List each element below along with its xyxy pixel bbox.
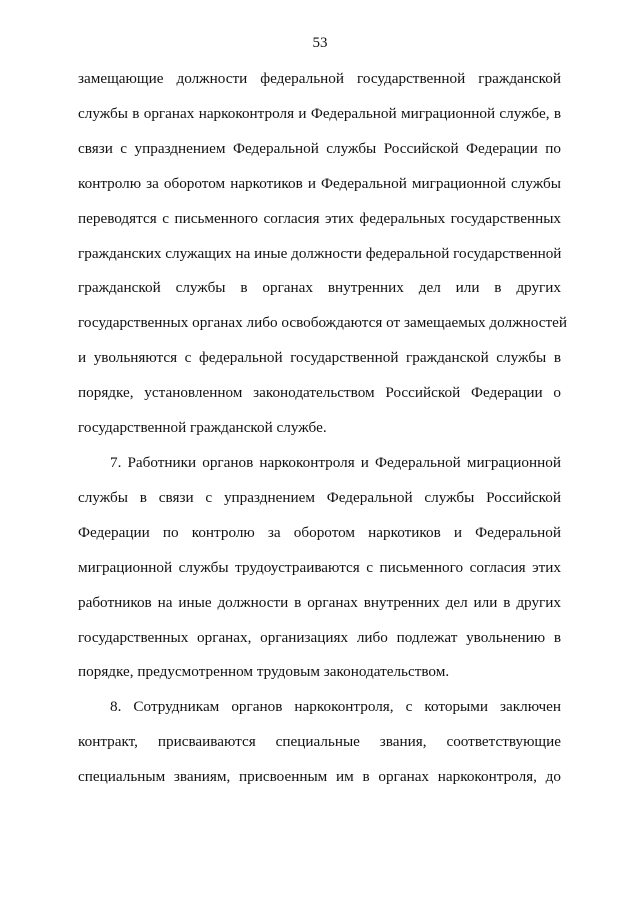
text-line: Федерации по контролю за оборотом наркотиков и Федеральной (78, 523, 561, 541)
text-line: миграционной службы трудоустраиваются с письменного согласия этих (78, 558, 561, 576)
paragraph-item-8 (78, 690, 561, 795)
text-line: службы в органах наркоконтроля и Федеральной миграционной службе, в (78, 104, 561, 122)
text-line: контролю за оборотом наркотиков и Федеральной миграционной службы (78, 174, 561, 192)
text-line: службы в связи с упразднением Федеральной службы Российской (78, 488, 561, 506)
document-body (78, 62, 567, 795)
text-line: 8. Сотрудникам органов наркоконтроля, с которыми заключен (110, 698, 561, 716)
text-line: гражданских служащих на иные должности федеральной государственной (78, 244, 562, 262)
text-line: и увольняются с федеральной государственной гражданской службы в (78, 349, 561, 367)
text-line: порядке, предусмотренном трудовым законодательством. (78, 663, 450, 681)
text-line: порядке, установленном законодательством Российской Федерации о (78, 384, 561, 402)
text-line: замещающие должности федеральной государственной гражданской (78, 70, 561, 87)
paragraph-item-7 (78, 446, 561, 690)
text-line: государственной гражданской службе. (78, 419, 327, 437)
text-line: контракт, присваиваются специальные звания, соответствующие (78, 733, 561, 751)
text-line: работников на иные должности в органах внутренних дел или в других (78, 593, 561, 611)
text-line: гражданской службы в органах внутренних дел или в других (78, 279, 561, 297)
text-line: государственных органах либо освобождаются от замещаемых должностей (78, 314, 567, 332)
text-line: переводятся с письменного согласия этих федеральных государственных (78, 209, 561, 227)
text-line: государственных органах, организациях либо подлежат увольнению в (78, 628, 561, 646)
text-line: связи с упразднением Федеральной службы Российской Федерации по (78, 139, 561, 157)
page-number: 53 (312, 35, 328, 51)
text-line: 7. Работники органов наркоконтроля и Федеральной миграционной (110, 453, 561, 471)
text-line: специальным званиям, присвоенным им в органах наркоконтроля, до (78, 768, 561, 786)
paragraph-continuation (78, 62, 567, 446)
